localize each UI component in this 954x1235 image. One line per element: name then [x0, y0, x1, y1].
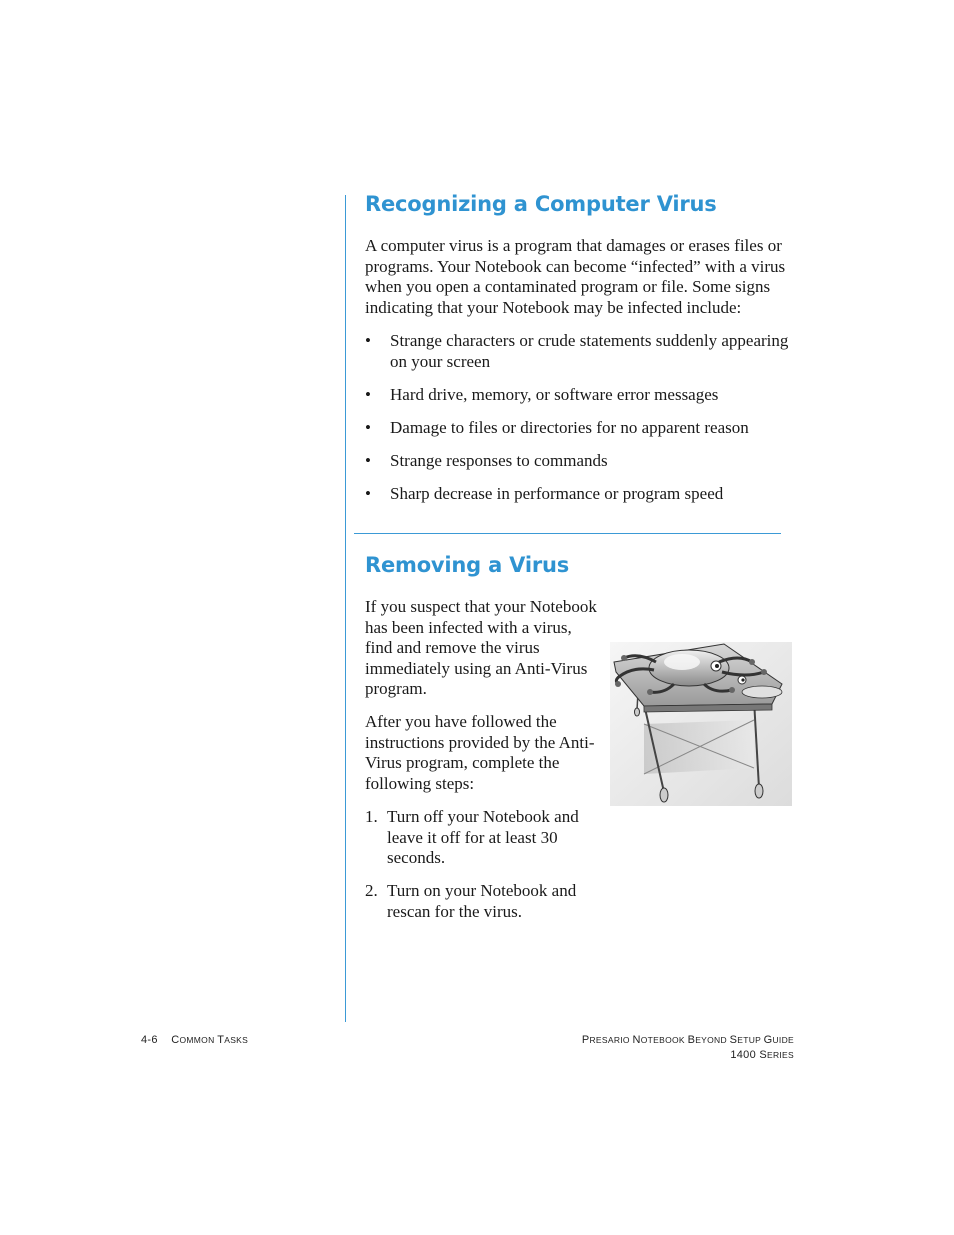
remove-paragraph-2: After you have followed the instructions provided by the Anti-Virus program, complete the following steps:	[365, 712, 595, 793]
step-number: 2.	[365, 881, 378, 901]
steps-list	[365, 807, 597, 935]
footer-page-label	[141, 1034, 248, 1046]
list-item: • Damage to files or directories for no apparent reason	[365, 417, 749, 437]
bullet-icon: •	[365, 384, 371, 404]
heading-removing-virus: Removing a Virus	[365, 553, 570, 577]
virus-on-gurney-illustration	[604, 632, 794, 808]
list-item: • Sharp decrease in performance or program speed	[365, 484, 724, 504]
bullet-icon: •	[365, 417, 371, 437]
list-item: • Strange responses to commands	[365, 451, 608, 471]
list-item: • Strange characters or crude statements suddenly appearing on your screen	[365, 331, 789, 371]
bullet-icon: •	[365, 451, 371, 471]
heading-recognizing-virus: Recognizing a Computer Virus	[365, 192, 717, 216]
bullet-icon: •	[365, 331, 371, 350]
list-item: 2. Turn on your Notebook and rescan for the virus.	[365, 881, 577, 921]
footer-section-name: COMMON TASKS	[171, 1034, 249, 1046]
page-number: 4-6	[141, 1034, 158, 1046]
list-item: 1. Turn off your Notebook and leave it off for at least 30 seconds.	[365, 807, 579, 868]
remove-paragraph-1: If you suspect that your Notebook has been infected with a virus, find and remove the virus immediately using an Anti-Virus program.	[365, 597, 597, 699]
footer-guide-title: PRESARIO NOTEBOOK BEYOND SETUP GUIDE	[581, 1034, 794, 1046]
intro-paragraph: A computer virus is a program that damages or erases files or programs. Your Notebook can become “infected” with a virus when you open a contaminated program or file. Some signs indicating that your Notebook may be infected include:	[365, 236, 786, 317]
bullet-icon: •	[365, 484, 371, 504]
list-item: • Hard drive, memory, or software error messages	[365, 384, 719, 404]
section-divider	[354, 533, 781, 534]
vertical-rule	[345, 195, 346, 1022]
footer-series: 1400 SERIES	[730, 1049, 794, 1061]
symptom-list	[365, 331, 797, 518]
step-number: 1.	[365, 807, 378, 826]
